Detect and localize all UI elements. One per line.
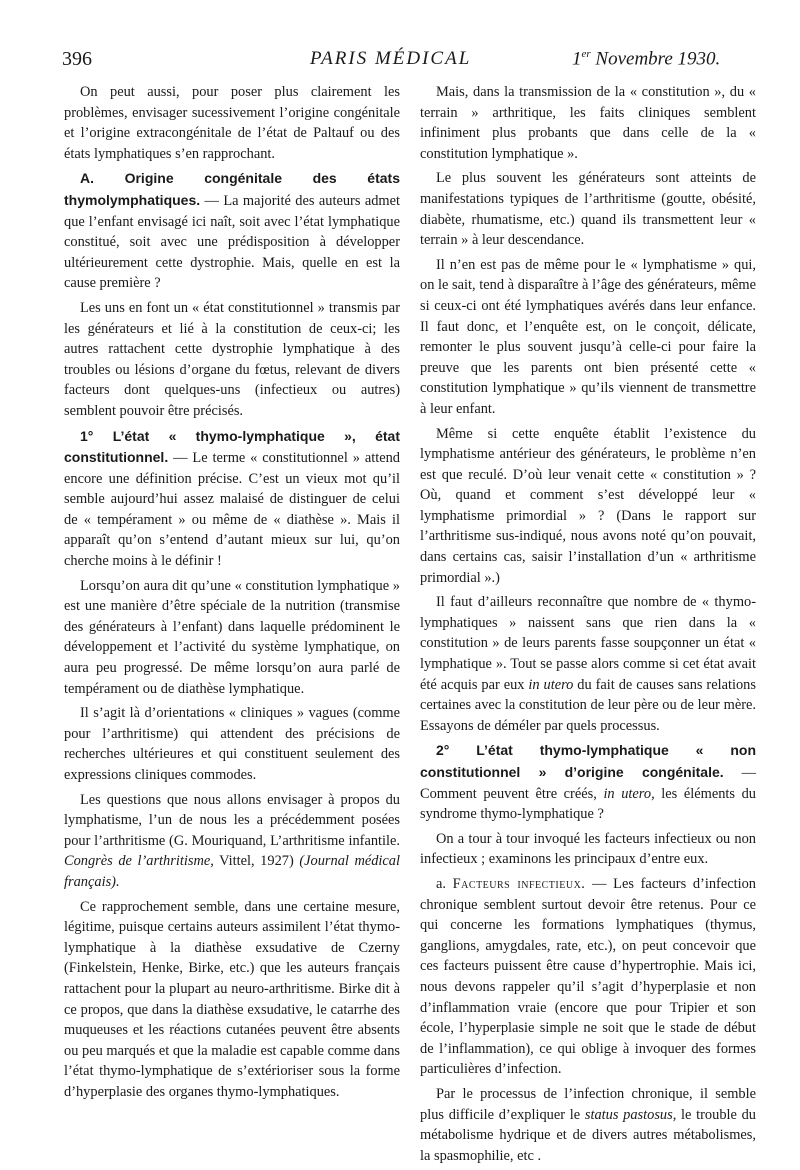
paragraph: 2° L’état thymo-lymphatique « non constitutionnel » d’origine congénitale. — Comment peuvent être créés, in utero, les éléments du syndrome thymo-lymphatique ? — [420, 742, 756, 823]
subsection-heading: Facteurs infectieux. — [452, 875, 586, 892]
section-heading: 2° L’état thymo-lymphatique « non constitutionnel » d’origine congénitale. — [420, 742, 756, 780]
section-heading: 1° L’état « thymo-lymphatique », état constitutionnel. — [64, 427, 400, 466]
paragraph: a. Facteurs infectieux. — Les facteurs d’infection chronique semblent surtout devoir être retenus. Pour ce qui concerne les formations lymphatiques (thymus, ganglions, amygdales, rate, etc.), on peut concevoir que ces facteurs puissent être cause d’hypertrophie. Mais ici, nous devons rappeler qu’il s’agit d’hyperplasie et non d’inflammation vraie (encore que pour Tripier et son école, l’hyperplasie simple ne soit que le stade de début de l’inflammation), ce qui oblige à invoquer des formes particulières d’infection. — [420, 875, 756, 1078]
paragraph: Les questions que nous allons envisager à propos du lymphatisme, l’un de nous les a précédemment posées pour l’arthritisme (G. Mouriquand, L’arthritisme infantile. Congrès de l’arthritisme, Vittel, 1927) (Journal médical français). — [64, 791, 400, 890]
issue-date: 1er Novembre 1930. — [572, 48, 721, 70]
paragraph: On a tour à tour invoqué les facteurs infectieux ou non infectieux ; examinons les principaux d’entre eux. — [420, 830, 756, 868]
paragraph: 1° L’état « thymo-lymphatique », état constitutionnel. — Le terme « constitutionnel » attend encore une définition précise. C’est un vieux mot qu’il semble aujourd’hui assez malaisé de distinguer de celui de « tempérament » ou même de « diathèse ». Mais il apparaît qu’on s’entend d’autant mieux sur lui, qu’on cherche moins à le définir ! — [64, 427, 400, 570]
page-number: 396 — [62, 48, 92, 70]
paragraph: Il n’en est pas de même pour le « lymphatisme » qui, on le sait, tend à disparaître à l’âge des générateurs, même si ceux-ci ont été lymphatiques avérés dans leur enfance. Il faut donc, et l’enquête est, on le conçoit, délicate, remonter le plus souvent jusqu’à celle-ci pour faire la preuve que les parents ont bien présenté cette « constitution lymphatique » qu’ils viennent de transmettre à leur enfant. — [420, 256, 756, 417]
paragraph: On peut aussi, pour poser plus clairement les problèmes, envisager sucessivement l’origine congénitale et l’origine extracongénitale de l’état de Paltauf ou des états lymphatiques s’en rapprochant. — [64, 84, 400, 162]
paragraph: Ce rapprochement semble, dans une certaine mesure, légitime, puisque certains auteurs assimilent l’état thymo-lymphatique à la diathèse exsudative de Czerny (Finkelstein, Henke, Birke, etc.) que les auteurs français rattachent pour la plupart au neuro-arthritisme. Birke dit à ce propos, que dans la diathèse exsudative, le catarrhe des muqueuses et les réactions cutanées peuvent être absents ou peu marqués et que la maladie est capable comme dans l’état thymo-lymphatique de s’extérioriser sous la forme d’hyperplasie des organes thymo-lymphatiques. — [64, 898, 400, 1100]
paragraph: Le plus souvent les générateurs sont atteints de manifestations typiques de l’arthritisme (goutte, obésité, diabète, rhumatisme, etc.) quand ils transmettent leur « terrain » à leur descendance. — [420, 170, 756, 249]
paragraph: Les uns en font un « état constitutionnel » transmis par les générateurs et lié à la constitution de ceux-ci; les autres rattachent cette dystrophie lymphatique à des troubles ou lésions d’organe du fœtus, relevant de divers facteurs dont quelques-uns (infectieux ou autres) semblent pouvoir être précisés. — [64, 299, 400, 419]
right-column — [420, 82, 756, 1170]
paragraph: Mais, dans la transmission de la « constitution », du « terrain » arthritique, les faits cliniques semblent infiniment plus probants que dans celle de la « constitution lymphatique ». — [420, 84, 756, 162]
paragraph: A. Origine congénitale des états thymolymphatiques. — La majorité des auteurs admet que l’enfant envisagé ici naît, soit avec l’état lymphatique constitué, soit avec une prédisposition à développer ultérieurement cette dystrophie. Mais, quelle en est la cause première ? — [64, 170, 400, 292]
running-header — [0, 48, 800, 78]
left-column — [64, 82, 400, 1107]
paragraph: Il s’agit là d’orientations « cliniques » vagues (comme pour l’arthritisme) qui attendent des précisions de recherches ultérieures et qui constituent seulement des expressions cliniques commodes. — [64, 705, 400, 783]
paragraph: Même si cette enquête établit l’existence du lymphatisme antérieur des générateurs, le problème n’en est que reculé. D’où leur venait cette « constitution » ? Où, quand et comment s’est développé leur « lymphatisme primordial » ? (Dans le rapport sur l’arthritisme sus-indiqué, nous avons noté qu’on pouvait, dans certains cas, saisir l’installation d’un « arthritisme primordial ».) — [420, 425, 756, 586]
section-heading: A. Origine congénitale des états thymolymphatiques. — [64, 170, 400, 208]
paragraph: Il faut d’ailleurs reconnaître que nombre de « thymo-lymphatiques » naissent sans que rien dans la « constitution » de leurs parents fasse soupçonner un état « lymphatique ». Tout se passe alors comme si cet état avait été acquis par eux in utero du fait de causes sans relations certaines avec la constitution de leur père ou de leur mère. Essayons de déméler par quels processus. — [420, 594, 756, 734]
journal-title: PARIS MÉDICAL — [310, 48, 472, 69]
paragraph: Par le processus de l’infection chronique, il semble plus difficile d’expliquer le status pastosus, le trouble du métabolisme hydrique et de divers autres métabolismes, la spasmophilie, etc . — [420, 1085, 756, 1164]
paragraph: Lorsqu’on aura dit qu’une « constitution lymphatique » est une manière d’être spéciale de la nutrition (transmise des générateurs à l’enfant) dans laquelle prédominent le développement et l’activité du système lymphatique, on aura peu progressé. De même lorsqu’on aura parlé de tempérament ou de diathèse lymphatique. — [64, 577, 400, 697]
